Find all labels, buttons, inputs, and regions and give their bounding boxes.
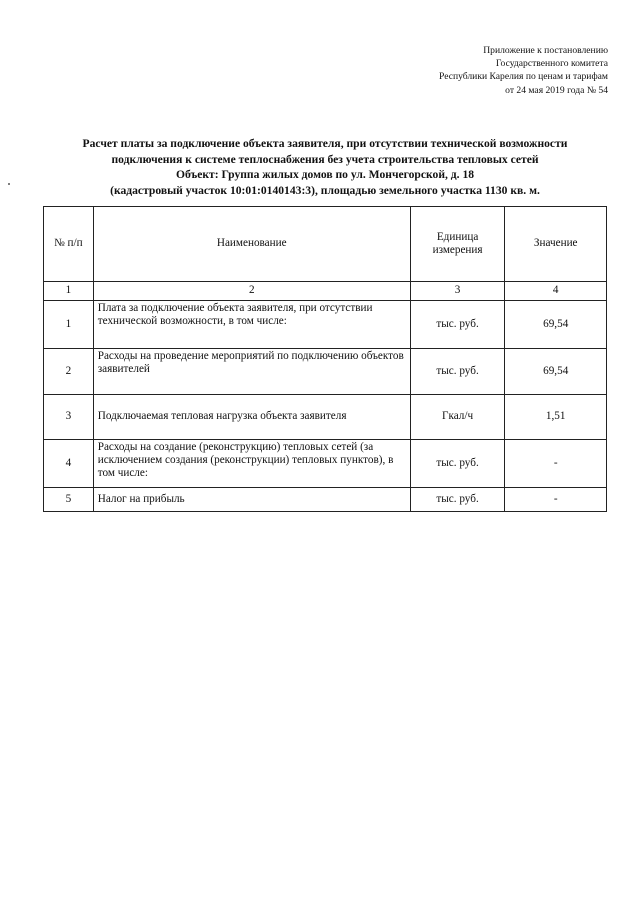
index-unit: 3 <box>410 282 505 301</box>
annex-line: Республики Карелия по ценам и тарифам <box>438 71 608 83</box>
row-value: - <box>505 440 607 488</box>
table-row <box>44 440 607 488</box>
row-name: Расходы на создание (реконструкцию) тепловых сетей (за исключением создания (реконструкции) тепловых пунктов), в том числе: <box>93 440 410 488</box>
row-num: 3 <box>44 395 94 440</box>
title-line: (кадастровый участок 10:01:0140143:3), площадью земельного участка 1130 кв. м. <box>110 183 540 197</box>
row-name: Расходы на проведение мероприятий по подключению объектов заявителей <box>93 349 410 395</box>
title-line: Объект: Группа жилых домов по ул. Мончегорской, д. 18 <box>175 168 475 182</box>
row-name: Плата за подключение объекта заявителя, при отсутствии технической возможности, в том числе: <box>93 301 410 349</box>
row-unit: тыс. руб. <box>410 488 505 512</box>
annex-note <box>348 44 608 97</box>
annex-line: от 24 мая 2019 года № 54 <box>505 84 608 96</box>
calculation-table <box>43 206 607 512</box>
header-num: № п/п <box>44 207 94 282</box>
annex-line: Приложение к постановлению <box>483 45 608 56</box>
table-row <box>44 395 607 440</box>
row-value: 69,54 <box>505 349 607 395</box>
index-value: 4 <box>505 282 607 301</box>
index-name: 2 <box>93 282 410 301</box>
column-index-row <box>44 282 607 301</box>
document-title <box>40 136 610 198</box>
header-value: Значение <box>505 207 607 282</box>
annex-line: Государственного комитета <box>495 58 608 70</box>
row-unit: тыс. руб. <box>410 440 505 488</box>
title-line: Расчет платы за подключение объекта заявителя, при отсутствии технической возможности <box>82 137 568 150</box>
table-row <box>44 301 607 349</box>
table-header-row <box>44 207 607 282</box>
row-value: 1,51 <box>505 395 607 440</box>
table-row <box>44 349 607 395</box>
row-num: 2 <box>44 349 94 395</box>
row-name: Налог на прибыль <box>93 488 410 512</box>
row-unit: тыс. руб. <box>410 301 505 349</box>
row-name: Подключаемая тепловая нагрузка объекта заявителя <box>93 395 410 440</box>
header-name: Наименование <box>93 207 410 282</box>
scan-speck <box>8 183 10 185</box>
title-line: подключения к системе теплоснабжения без учета строительства тепловых сетей <box>111 152 539 166</box>
row-value: 69,54 <box>505 301 607 349</box>
row-unit: тыс. руб. <box>410 349 505 395</box>
row-num: 5 <box>44 488 94 512</box>
row-num: 4 <box>44 440 94 488</box>
table-row <box>44 488 607 512</box>
index-num: 1 <box>44 282 94 301</box>
row-unit: Гкал/ч <box>410 395 505 440</box>
header-unit: Единица измерения <box>410 207 505 282</box>
row-value: - <box>505 488 607 512</box>
row-num: 1 <box>44 301 94 349</box>
